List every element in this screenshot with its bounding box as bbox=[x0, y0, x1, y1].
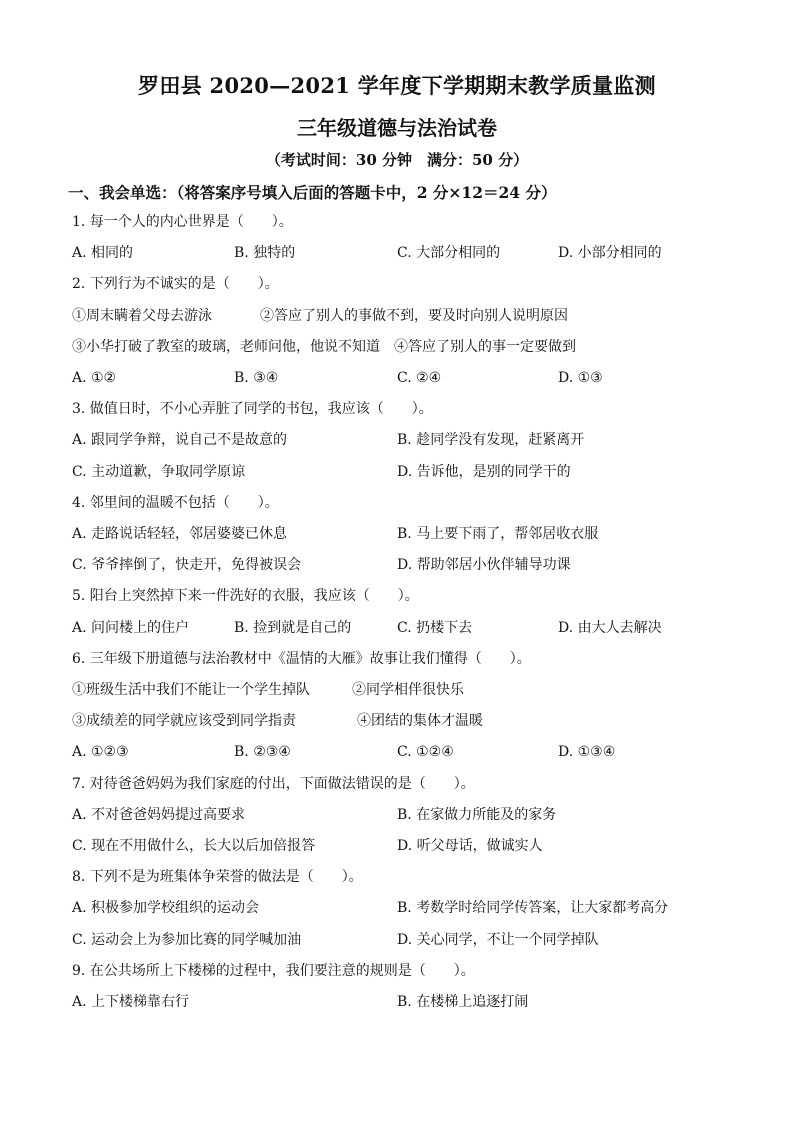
question-stem: 4. 邻里间的温暖不包括（ ）。 bbox=[72, 495, 279, 511]
statement: ②同学相伴很快乐 bbox=[352, 682, 464, 698]
option-d: D. 告诉他，是别的同学干的 bbox=[397, 464, 571, 480]
option-d: D. ①③ bbox=[558, 370, 603, 386]
option-d: D. 帮助邻居小伙伴辅导功课 bbox=[397, 557, 571, 573]
question-stem: 6. 三年级下册道德与法治教材中《温情的大雁》故事让我们懂得（ ）。 bbox=[72, 651, 531, 667]
question-stem: 8. 下列不是为班集体争荣誉的做法是（ ）。 bbox=[72, 869, 363, 885]
option-b: B. 捡到就是自己的 bbox=[234, 620, 352, 636]
question-stem: 5. 阳台上突然掉下来一件洗好的衣服，我应该（ ）。 bbox=[72, 588, 419, 604]
option-b: B. 在楼梯上追逐打闹 bbox=[397, 994, 529, 1010]
option-a: A. 相同的 bbox=[72, 245, 134, 261]
option-d: D. 关心同学，不让一个同学掉队 bbox=[397, 932, 599, 948]
option-b: B. ③④ bbox=[234, 370, 279, 386]
option-a: A. 走路说话轻轻，邻居婆婆已休息 bbox=[72, 526, 288, 542]
option-a: A. 上下楼梯靠右行 bbox=[72, 994, 190, 1010]
option-b: B. 趁同学没有发现，赶紧离开 bbox=[397, 432, 585, 448]
option-c: C. 现在不用做什么，长大以后加倍报答 bbox=[72, 838, 316, 854]
question-stem: 3. 做值日时，不小心弄脏了同学的书包，我应该（ ）。 bbox=[72, 401, 433, 417]
option-d: D. 听父母话，做诚实人 bbox=[397, 838, 543, 854]
option-a: A. 积极参加学校组织的运动会 bbox=[72, 900, 260, 916]
option-c: C. 大部分相同的 bbox=[397, 245, 501, 261]
question-stem: 7. 对待爸爸妈妈为我们家庭的付出，下面做法错误的是（ ）。 bbox=[72, 776, 475, 792]
statement: ③小华打破了教室的玻璃，老师问他，他说不知道 bbox=[72, 339, 380, 355]
option-c: C. ①②④ bbox=[397, 744, 454, 760]
option-c: C. 主动道歉，争取同学原谅 bbox=[72, 464, 246, 480]
section-heading: 一、我会单选：（将答案序号填入后面的答题卡中，2 分×12＝24 分） bbox=[68, 183, 557, 202]
option-d: D. 由大人去解决 bbox=[558, 620, 662, 636]
option-d: D. ①③④ bbox=[558, 744, 616, 760]
question-stem: 1. 每一个人的内心世界是（ ）。 bbox=[72, 214, 293, 230]
statement: ③成绩差的同学就应该受到同学指责 bbox=[72, 713, 296, 729]
exam-subtitle: 三年级道德与法治试卷 bbox=[297, 116, 497, 140]
option-c: C. 爷爷摔倒了，快走开，免得被误会 bbox=[72, 557, 302, 573]
statement: ①周末瞒着父母去游泳 bbox=[72, 308, 212, 324]
statement: ②答应了别人的事做不到，要及时向别人说明原因 bbox=[260, 308, 568, 324]
option-b: B. 独特的 bbox=[234, 245, 296, 261]
option-a: A. ①②③ bbox=[72, 744, 129, 760]
statement: ④答应了别人的事一定要做到 bbox=[394, 339, 576, 355]
option-b: B. ②③④ bbox=[234, 744, 291, 760]
statement: ④团结的集体才温暖 bbox=[357, 713, 483, 729]
question-stem: 9. 在公共场所上下楼梯的过程中，我们要注意的规则是（ ）。 bbox=[72, 963, 475, 979]
option-b: B. 在家做力所能及的家务 bbox=[397, 807, 557, 823]
exam-title: 罗田县 2020—2021 学年度下学期期末教学质量监测 bbox=[138, 73, 656, 98]
option-a: A. 跟同学争辩，说自己不是故意的 bbox=[72, 432, 288, 448]
exam-info: （考试时间：30 分钟 满分：50 分） bbox=[265, 151, 529, 169]
question-stem: 2. 下列行为不诚实的是（ ）。 bbox=[72, 276, 279, 292]
option-d: D. 小部分相同的 bbox=[558, 245, 662, 261]
option-b: B. 马上要下雨了，帮邻居收衣服 bbox=[397, 526, 599, 542]
option-c: C. 扔楼下去 bbox=[397, 620, 473, 636]
statement: ①班级生活中我们不能让一个学生掉队 bbox=[72, 682, 310, 698]
option-c: C. 运动会上为参加比赛的同学喊加油 bbox=[72, 932, 302, 948]
option-a: A. ①② bbox=[72, 370, 117, 386]
option-b: B. 考数学时给同学传答案，让大家都考高分 bbox=[397, 900, 669, 916]
option-c: C. ②④ bbox=[397, 370, 442, 386]
option-a: A. 不对爸爸妈妈提过高要求 bbox=[72, 807, 246, 823]
option-a: A. 问问楼上的住户 bbox=[72, 620, 190, 636]
